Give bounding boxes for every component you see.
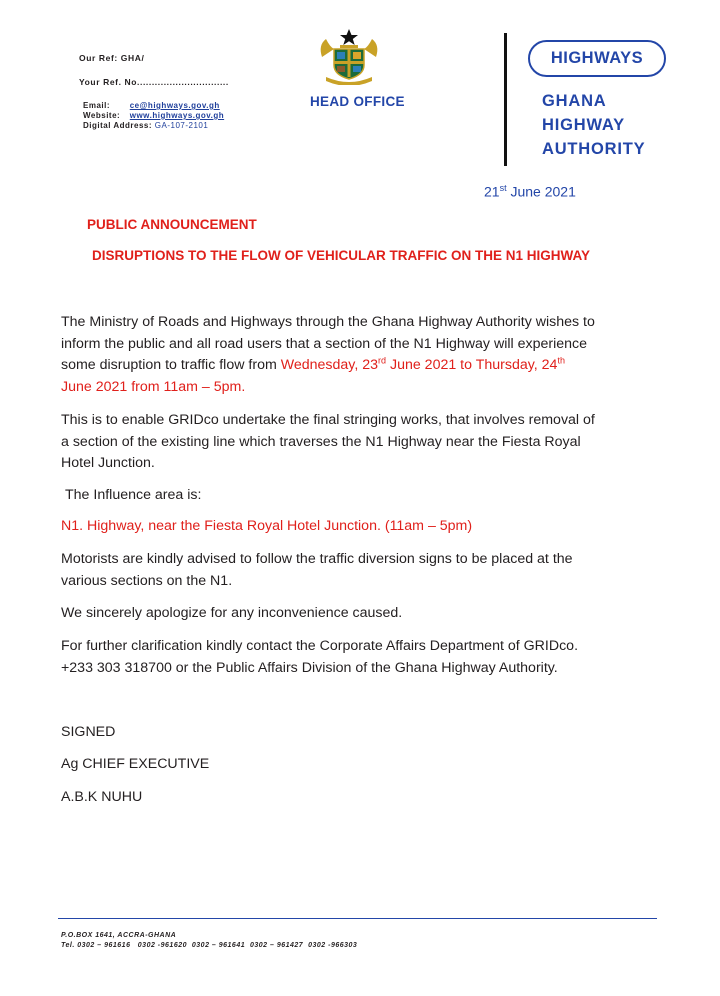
digital-address-value: GA-107-2101	[154, 121, 209, 130]
signed-label: SIGNED	[61, 724, 116, 740]
contact-block	[83, 101, 224, 131]
header-divider	[504, 33, 507, 166]
date-rest: June 2021	[506, 183, 576, 200]
announcement-subject: DISRUPTIONS TO THE FLOW OF VEHICULAR TRAFFIC ON THE N1 HIGHWAY	[92, 248, 591, 263]
website-line	[83, 111, 224, 121]
website-link[interactable]: www.highways.gov.gh	[129, 111, 225, 120]
digital-address-line	[83, 121, 224, 131]
body-line: For further clarification kindly contact the Corporate Affairs Department of GRIDco.	[61, 638, 579, 654]
body-line: +233 303 318700 or the Public Affairs Division of the Ghana Highway Authority.	[61, 659, 558, 676]
email-line	[83, 101, 224, 111]
start-date-text: Wednesday, 23	[280, 357, 379, 373]
body-line: The Ministry of Roads and Highways through the Ghana Highway Authority wishes to	[61, 314, 595, 330]
email-link[interactable]: ce@highways.gov.gh	[129, 101, 220, 110]
authority-line-highway: HIGHWAY	[542, 116, 625, 134]
time-range-highlight: June 2021 from 11am – 5pm.	[61, 378, 246, 395]
footer-phones: Tel. 0302 – 961616 0302 -961620 0302 – 961641 0302 – 961427 0302 -966303	[61, 942, 358, 949]
body-line: Hotel Junction.	[61, 455, 155, 471]
footer-address: P.O.BOX 1641, ACCRA-GHANA	[61, 932, 177, 939]
authority-line-ghana: GHANA	[542, 92, 607, 110]
end-date-suffix: th	[557, 355, 565, 366]
signatory-position: Ag CHIEF EXECUTIVE	[61, 756, 210, 772]
body-line: Motorists are kindly advised to follow the traffic diversion signs to be placed at the	[61, 551, 573, 567]
date-range-highlight	[281, 357, 565, 373]
body-text: some disruption to traffic flow from	[61, 357, 281, 373]
date-suffix: st	[499, 183, 507, 193]
your-reference: Your Ref. No...............................	[79, 77, 229, 87]
announcement-title: PUBLIC ANNOUNCEMENT	[87, 217, 257, 232]
body-line: inform the public and all road users that a section of the N1 Highway will experience	[61, 335, 588, 352]
paragraph-reason	[61, 410, 681, 475]
body-line: a section of the existing line which traverses the N1 Highway near the Fiesta Royal	[61, 433, 581, 450]
body-line	[61, 355, 681, 377]
digital-address-label: Digital Address:	[83, 121, 153, 130]
head-office-label: HEAD OFFICE	[310, 94, 405, 109]
influence-area-label: The Influence area is:	[65, 487, 202, 503]
paragraph-announcement	[61, 312, 681, 398]
website-label: Website:	[83, 111, 121, 120]
footer-rule	[58, 918, 657, 919]
influence-area-value: N1. Highway, near the Fiesta Royal Hotel Junction. (11am – 5pm)	[61, 518, 473, 534]
start-date-suffix: rd	[378, 355, 387, 366]
document-date	[484, 183, 576, 200]
body-line: various sections on the N1.	[61, 572, 233, 589]
body-line: This is to enable GRIDco undertake the final stringing works, that involves removal of	[61, 412, 595, 428]
authority-line-authority: AUTHORITY	[542, 140, 646, 158]
signatory-name: A.B.K NUHU	[61, 789, 143, 805]
our-reference: Our Ref: GHA/	[79, 53, 145, 63]
date-day: 21	[484, 183, 500, 200]
paragraph-contact	[61, 636, 681, 679]
apology-line: We sincerely apologize for any inconvenience caused.	[61, 605, 403, 621]
paragraph-advice	[61, 549, 681, 592]
end-date-text: June 2021 to Thursday, 24	[386, 357, 558, 373]
coat-of-arms-emblem	[316, 27, 382, 85]
email-label: Email:	[83, 101, 111, 110]
highways-badge: HIGHWAYS	[528, 40, 666, 77]
